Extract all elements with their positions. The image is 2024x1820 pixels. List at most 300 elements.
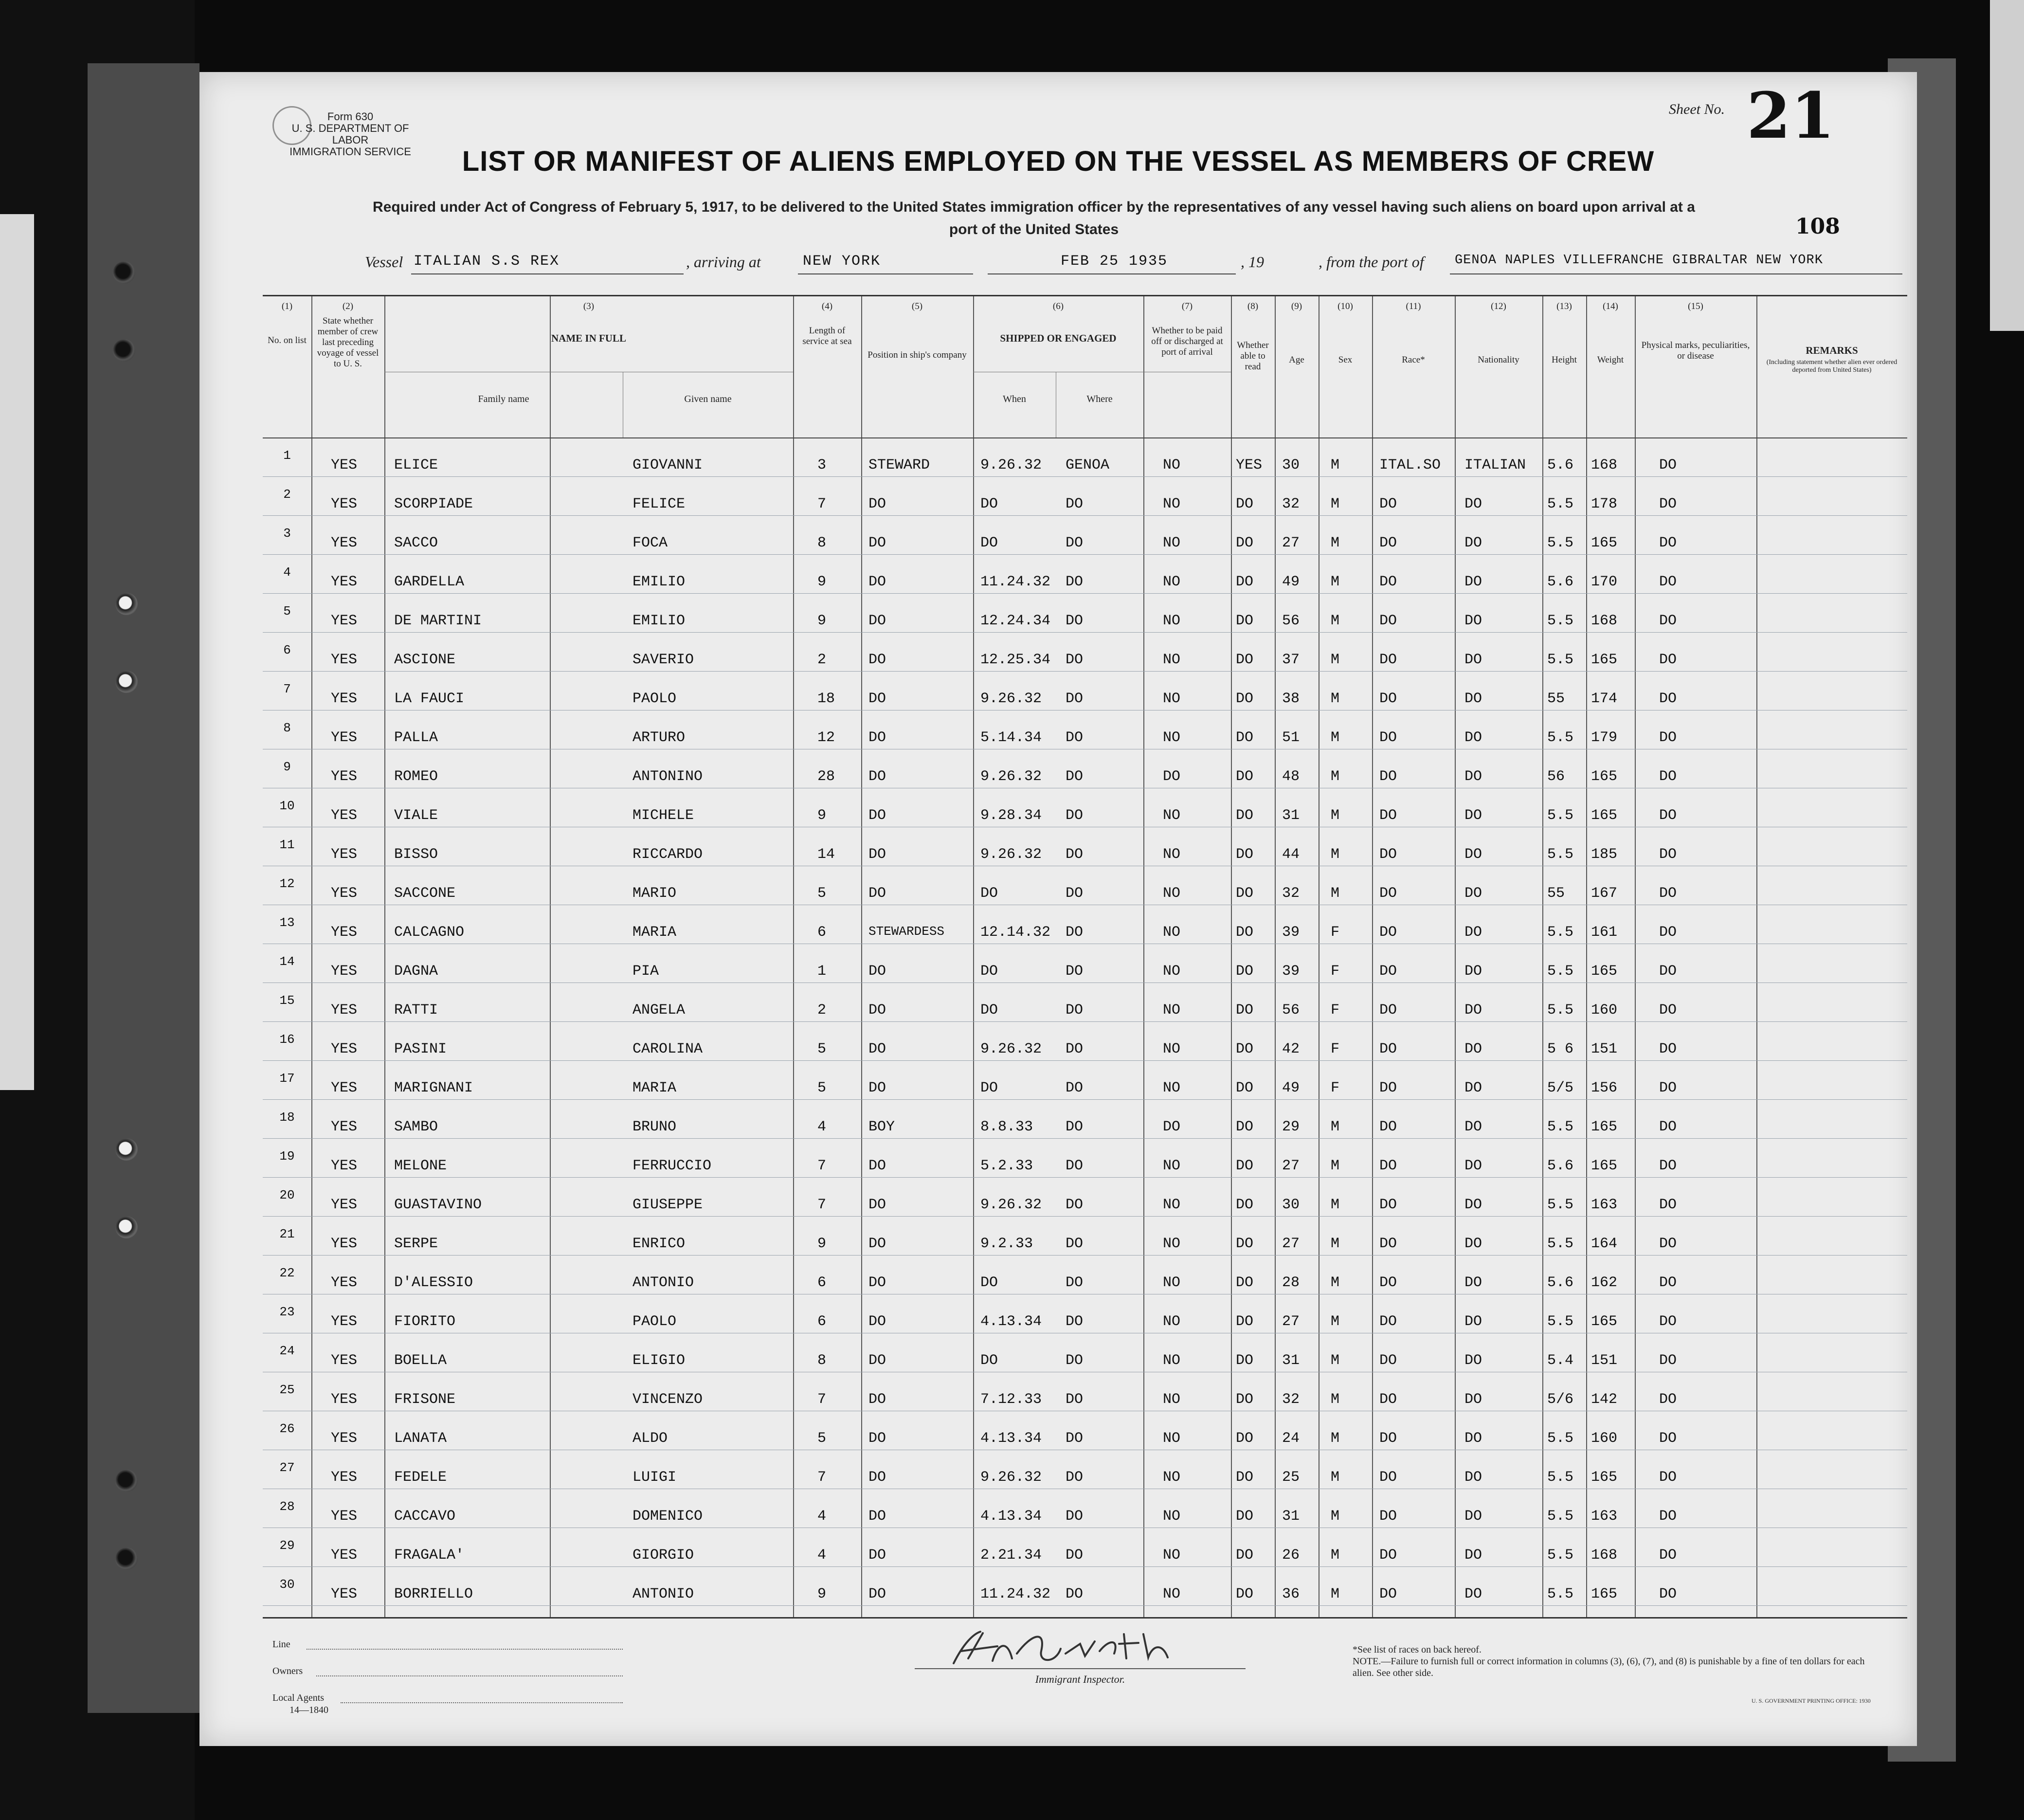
cell-age: 56 [1282,613,1300,629]
cell-nationality: DO [1464,1391,1482,1408]
cell-when: 9.26.32 [980,1197,1042,1213]
cell-sex: M [1331,1352,1340,1369]
cell-given: PAOLO [632,1313,677,1330]
cell-height: 5.5 [1547,1002,1574,1019]
cell-prev: YES [331,613,358,629]
cell-position: DO [868,691,886,707]
cell-prev: YES [331,924,358,941]
cell-age: 27 [1282,1158,1300,1174]
cell-age: 44 [1282,846,1300,863]
cell-weight: 164 [1591,1236,1618,1252]
cell-sex: M [1331,1430,1340,1447]
cell-sex: M [1331,1119,1340,1135]
cell-when: 4.13.34 [980,1313,1042,1330]
row-rule [263,1566,1907,1567]
col-head-height: Height [1552,355,1577,365]
cell-weight: 174 [1591,691,1618,707]
row-rule [263,554,1907,555]
cell-position: DO [868,1041,886,1057]
cell-sex: M [1331,1391,1340,1408]
cell-when: 12.14.32 [980,924,1051,941]
cell-height: 5.5 [1547,846,1574,863]
cell-service: 3 [817,457,827,473]
cell-family: ASCIONE [394,652,456,668]
cell-given: MARIA [632,1080,677,1096]
cell-marks: DO [1659,1080,1677,1096]
vessel-value: ITALIAN S.S REX [414,253,560,270]
cell-prev: YES [331,885,358,902]
row-rule [263,1060,1907,1061]
arriving-value: NEW YORK [803,253,881,270]
cell-age: 31 [1282,807,1300,824]
cell-sex: M [1331,496,1340,512]
cell-where: DO [1066,1119,1084,1135]
cell-sex: M [1331,652,1340,668]
cell-age: 49 [1282,1080,1300,1096]
cell-when: 5.2.33 [980,1158,1033,1174]
col-subhead-remarks: (Including statement whether alien ever ordered deported from United States) [1766,359,1898,374]
cell-paid-off: NO [1163,729,1181,746]
col-num-8: (8) [1247,301,1259,311]
row-rule [263,1099,1907,1100]
cell-family: SAMBO [394,1119,438,1135]
cell-given: ARTURO [632,729,686,746]
cell-when: 2.21.34 [980,1547,1042,1564]
cell-prev: YES [331,1158,358,1174]
col-head-service: Length of service at sea [802,326,852,346]
cell-prev: YES [331,807,358,824]
cell-read: DO [1236,885,1254,902]
cell-race: DO [1379,1274,1397,1291]
column-rule [550,296,551,1617]
cell-nationality: DO [1464,1002,1482,1019]
cell-race: DO [1379,768,1397,785]
cell-read: DO [1236,496,1254,512]
cell-when: DO [980,1352,998,1369]
cell-weight: 156 [1591,1080,1618,1096]
row-number: 2 [283,487,291,502]
manifest-sheet [199,72,1917,1746]
cell-nationality: DO [1464,652,1482,668]
cell-sex: M [1331,846,1340,863]
cell-paid-off: NO [1163,535,1181,551]
from-port-underline [1450,273,1902,274]
cell-position: DO [868,1547,886,1564]
cell-position: DO [868,1158,886,1174]
cell-paid-off: NO [1163,1508,1181,1525]
cell-service: 12 [817,729,835,746]
row-rule [263,1021,1907,1022]
cell-service: 7 [817,1469,827,1486]
cell-prev: YES [331,691,358,707]
cell-age: 27 [1282,535,1300,551]
cell-given: FOCA [632,535,668,551]
cell-service: 6 [817,924,827,941]
row-number: 9 [283,760,291,774]
cell-service: 5 [817,885,827,902]
cell-prev: YES [331,1236,358,1252]
cell-marks: DO [1659,1313,1677,1330]
cell-where: DO [1066,1352,1084,1369]
arrival-date-value: FEB 25 1935 [1061,253,1168,270]
cell-nationality: DO [1464,1080,1482,1096]
cell-paid-off: DO [1163,768,1181,785]
cell-paid-off: DO [1163,1119,1181,1135]
row-rule [263,1177,1907,1178]
cell-position: DO [868,613,886,629]
cell-weight: 165 [1591,1119,1618,1135]
cell-where: DO [1066,1586,1084,1602]
cell-service: 7 [817,496,827,512]
binder-board [88,63,199,1713]
cell-position: DO [868,729,886,746]
cell-given: SAVERIO [632,652,694,668]
cell-nationality: ITALIAN [1464,457,1526,473]
cell-race: ITAL.SO [1379,457,1441,473]
cell-position: DO [868,1236,886,1252]
cell-race: DO [1379,1586,1397,1602]
cell-marks: DO [1659,846,1677,863]
cell-given: PAOLO [632,691,677,707]
row-rule [263,1255,1907,1256]
from-port-value: GENOA NAPLES VILLEFRANCHE GIBRALTAR NEW YORK [1455,253,1823,268]
cell-marks: DO [1659,1547,1677,1564]
cell-when: DO [980,535,998,551]
row-rule [263,476,1907,477]
binder-right-strip [1990,0,2024,331]
row-number: 13 [279,915,295,930]
cell-nationality: DO [1464,1313,1482,1330]
cell-age: 42 [1282,1041,1300,1057]
cell-prev: YES [331,1469,358,1486]
cell-weight: 178 [1591,496,1618,512]
cell-nationality: DO [1464,768,1482,785]
col-head-position: Position in ship's company [867,350,967,360]
manifest-subtitle [248,196,1820,241]
col-head-paid-off: Whether to be paid off or discharged at port of arrival [1151,326,1223,357]
row-number: 15 [279,993,295,1008]
cell-prev: YES [331,768,358,785]
cell-service: 28 [817,768,835,785]
col-head-shipped: SHIPPED OR ENGAGED [1000,332,1117,344]
col-head-previous-voyage: State whether member of crew last preceding voyage of vessel to U. S. [317,316,379,369]
cell-paid-off: NO [1163,1197,1181,1213]
cell-paid-off: NO [1163,963,1181,980]
cell-age: 32 [1282,1391,1300,1408]
cell-where: DO [1066,1080,1084,1096]
cell-age: 27 [1282,1313,1300,1330]
cell-weight: 160 [1591,1430,1618,1447]
cell-race: DO [1379,807,1397,824]
cell-age: 29 [1282,1119,1300,1135]
cell-sex: M [1331,885,1340,902]
row-number: 8 [283,721,291,735]
cell-age: 32 [1282,885,1300,902]
cell-prev: YES [331,1430,358,1447]
cell-nationality: DO [1464,496,1482,512]
cell-marks: DO [1659,1469,1677,1486]
cell-race: DO [1379,1313,1397,1330]
cell-age: 56 [1282,1002,1300,1019]
cell-read: DO [1236,652,1254,668]
cell-position: STEWARD [868,457,930,473]
cell-service: 4 [817,1547,827,1564]
cell-height: 5.5 [1547,729,1574,746]
cell-marks: DO [1659,1041,1677,1057]
cell-service: 8 [817,1352,827,1369]
cell-family: ROMEO [394,768,438,785]
cell-given: LUIGI [632,1469,677,1486]
cell-marks: DO [1659,574,1677,590]
cell-where: DO [1066,1002,1084,1019]
col-subhead-given: Given name [684,394,732,404]
cell-when: 8.8.33 [980,1119,1033,1135]
cell-family: BORRIELLO [394,1586,473,1602]
cell-prev: YES [331,1313,358,1330]
cell-weight: 170 [1591,574,1618,590]
cell-given: ELIGIO [632,1352,686,1369]
arriving-label: , arriving at [686,253,761,271]
cell-sex: M [1331,729,1340,746]
cell-weight: 165 [1591,1586,1618,1602]
cell-where: DO [1066,1274,1084,1291]
cell-height: 55 [1547,885,1565,902]
cell-height: 5.5 [1547,652,1574,668]
from-port-label: , from the port of [1319,253,1424,271]
cell-where: DO [1066,1547,1084,1564]
cell-when: 9.26.32 [980,1041,1042,1057]
cell-given: ANGELA [632,1002,686,1019]
crew-table [263,295,1907,1619]
line-field [307,1649,623,1650]
binder-hole [115,1470,138,1492]
cell-prev: YES [331,535,358,551]
cell-marks: DO [1659,613,1677,629]
col-head-remarks: REMARKS [1806,345,1858,356]
cell-read: DO [1236,1391,1254,1408]
cell-position: DO [868,496,886,512]
cell-paid-off: NO [1163,1391,1181,1408]
cell-prev: YES [331,1547,358,1564]
row-number: 17 [279,1071,295,1086]
cell-position: BOY [868,1119,895,1135]
cell-given: EMILIO [632,574,686,590]
cell-nationality: DO [1464,1508,1482,1525]
cell-prev: YES [331,574,358,590]
cell-where: DO [1066,963,1084,980]
cell-position: DO [868,885,886,902]
col-head-nationality: Nationality [1478,355,1519,365]
cell-read: DO [1236,1586,1254,1602]
sheet-number: 21 [1747,78,1835,153]
binder-hole [115,593,138,615]
cell-age: 51 [1282,729,1300,746]
cell-race: DO [1379,1080,1397,1096]
cell-service: 7 [817,1391,827,1408]
cell-paid-off: NO [1163,1041,1181,1057]
subtitle-line-2: port of the United States [949,221,1119,237]
cell-where: DO [1066,1197,1084,1213]
row-number: 14 [279,954,295,969]
cell-prev: YES [331,1586,358,1602]
cell-service: 6 [817,1313,827,1330]
cell-height: 5.5 [1547,1430,1574,1447]
col-subhead-when: When [1003,394,1026,404]
cell-race: DO [1379,1158,1397,1174]
col-num-14: (14) [1603,301,1618,311]
cell-when: DO [980,1274,998,1291]
col-head-physical-marks: Physical marks, peculiarities, or disease [1641,340,1750,361]
cell-nationality: DO [1464,1041,1482,1057]
col-num-4: (4) [821,301,833,311]
cell-when: 5.14.34 [980,729,1042,746]
cell-read: DO [1236,1080,1254,1096]
cell-sex: F [1331,963,1340,980]
signature-line [915,1668,1246,1669]
cell-position: DO [868,1002,886,1019]
cell-sex: M [1331,1197,1340,1213]
col-head-number: No. on list [268,335,307,346]
cell-when: 9.26.32 [980,457,1042,473]
cell-service: 7 [817,1197,827,1213]
col-num-5: (5) [911,301,923,311]
cell-family: PASINI [394,1041,447,1057]
cell-age: 37 [1282,652,1300,668]
cell-prev: YES [331,1119,358,1135]
cell-family: DE MARTINI [394,613,482,629]
cell-position: DO [868,1080,886,1096]
column-rule [384,296,385,1617]
cell-family: MELONE [394,1158,447,1174]
cell-marks: DO [1659,496,1677,512]
column-rule [1455,296,1456,1617]
cell-service: 4 [817,1119,827,1135]
cell-height: 5.5 [1547,807,1574,824]
col-num-3: (3) [583,301,595,311]
cell-race: DO [1379,613,1397,629]
cell-where: DO [1066,1391,1084,1408]
cell-read: DO [1236,1508,1254,1525]
cell-given: GIOVANNI [632,457,703,473]
cell-where: DO [1066,729,1084,746]
col-num-10: (10) [1337,301,1353,311]
col-num-1: (1) [281,301,293,311]
cell-age: 36 [1282,1586,1300,1602]
binder-hole [115,1216,138,1238]
row-number: 26 [279,1421,295,1436]
cell-nationality: DO [1464,963,1482,980]
cell-weight: 163 [1591,1197,1618,1213]
cell-nationality: DO [1464,1586,1482,1602]
cell-marks: DO [1659,924,1677,941]
cell-when: 9.26.32 [980,1469,1042,1486]
row-number: 1 [283,448,291,463]
department-seal-icon [272,106,311,145]
column-rule [311,296,312,1617]
cell-weight: 165 [1591,1158,1618,1174]
cell-read: DO [1236,613,1254,629]
cell-race: DO [1379,1236,1397,1252]
cell-race: DO [1379,1119,1397,1135]
cell-nationality: DO [1464,1197,1482,1213]
row-number: 4 [283,565,291,580]
cell-where: DO [1066,1508,1084,1525]
cell-prev: YES [331,963,358,980]
cell-family: FRAGALA' [394,1547,465,1564]
cell-height: 5.5 [1547,535,1574,551]
subtitle-line-1: Required under Act of Congress of February 5, 1917, to be delivered to the United States immigration officer by the representatives of any vessel having such aliens on board upon arrival at a [373,199,1695,215]
cell-where: DO [1066,652,1084,668]
cell-service: 9 [817,1236,827,1252]
cell-family: ELICE [394,457,438,473]
cell-height: 5.5 [1547,963,1574,980]
cell-marks: DO [1659,1586,1677,1602]
cell-family: SCORPIADE [394,496,473,512]
col-head-sex: Sex [1338,355,1353,365]
row-number: 18 [279,1110,295,1125]
binder-hole [113,261,135,284]
cell-prev: YES [331,457,358,473]
cell-read: DO [1236,1002,1254,1019]
stamped-number: 108 [1795,214,1840,239]
cell-read: DO [1236,963,1254,980]
cell-nationality: DO [1464,1352,1482,1369]
cell-service: 5 [817,1430,827,1447]
cell-race: DO [1379,885,1397,902]
row-number: 21 [279,1227,295,1241]
cell-paid-off: NO [1163,1352,1181,1369]
cell-given: ALDO [632,1430,668,1447]
cell-paid-off: NO [1163,1274,1181,1291]
row-number: 12 [279,876,295,891]
cell-given: DOMENICO [632,1508,703,1525]
cell-family: GUASTAVINO [394,1197,482,1213]
cell-service: 5 [817,1080,827,1096]
cell-marks: DO [1659,1274,1677,1291]
cell-when: 9.26.32 [980,768,1042,785]
cell-read: DO [1236,1158,1254,1174]
cell-sex: M [1331,1158,1340,1174]
cell-read: DO [1236,924,1254,941]
cell-paid-off: NO [1163,924,1181,941]
cell-weight: 165 [1591,1313,1618,1330]
cell-height: 5.5 [1547,496,1574,512]
row-number: 22 [279,1266,295,1280]
cell-race: DO [1379,574,1397,590]
cell-race: DO [1379,691,1397,707]
cell-where: DO [1066,846,1084,863]
cell-sex: M [1331,1274,1340,1291]
cell-given: ANTONIO [632,1586,694,1602]
cell-age: 31 [1282,1352,1300,1369]
cell-race: DO [1379,963,1397,980]
cell-nationality: DO [1464,1274,1482,1291]
cell-where: DO [1066,1158,1084,1174]
column-rule [1635,296,1636,1617]
cell-age: 30 [1282,1197,1300,1213]
cell-read: DO [1236,768,1254,785]
cell-paid-off: NO [1163,457,1181,473]
cell-paid-off: NO [1163,691,1181,707]
cell-position: STEWARDESS [868,924,945,939]
row-number: 7 [283,682,291,696]
cell-weight: 167 [1591,885,1618,902]
cell-when: 7.12.33 [980,1391,1042,1408]
cell-when: DO [980,1002,998,1019]
cell-where: DO [1066,496,1084,512]
cell-age: 31 [1282,1508,1300,1525]
cell-when: DO [980,496,998,512]
